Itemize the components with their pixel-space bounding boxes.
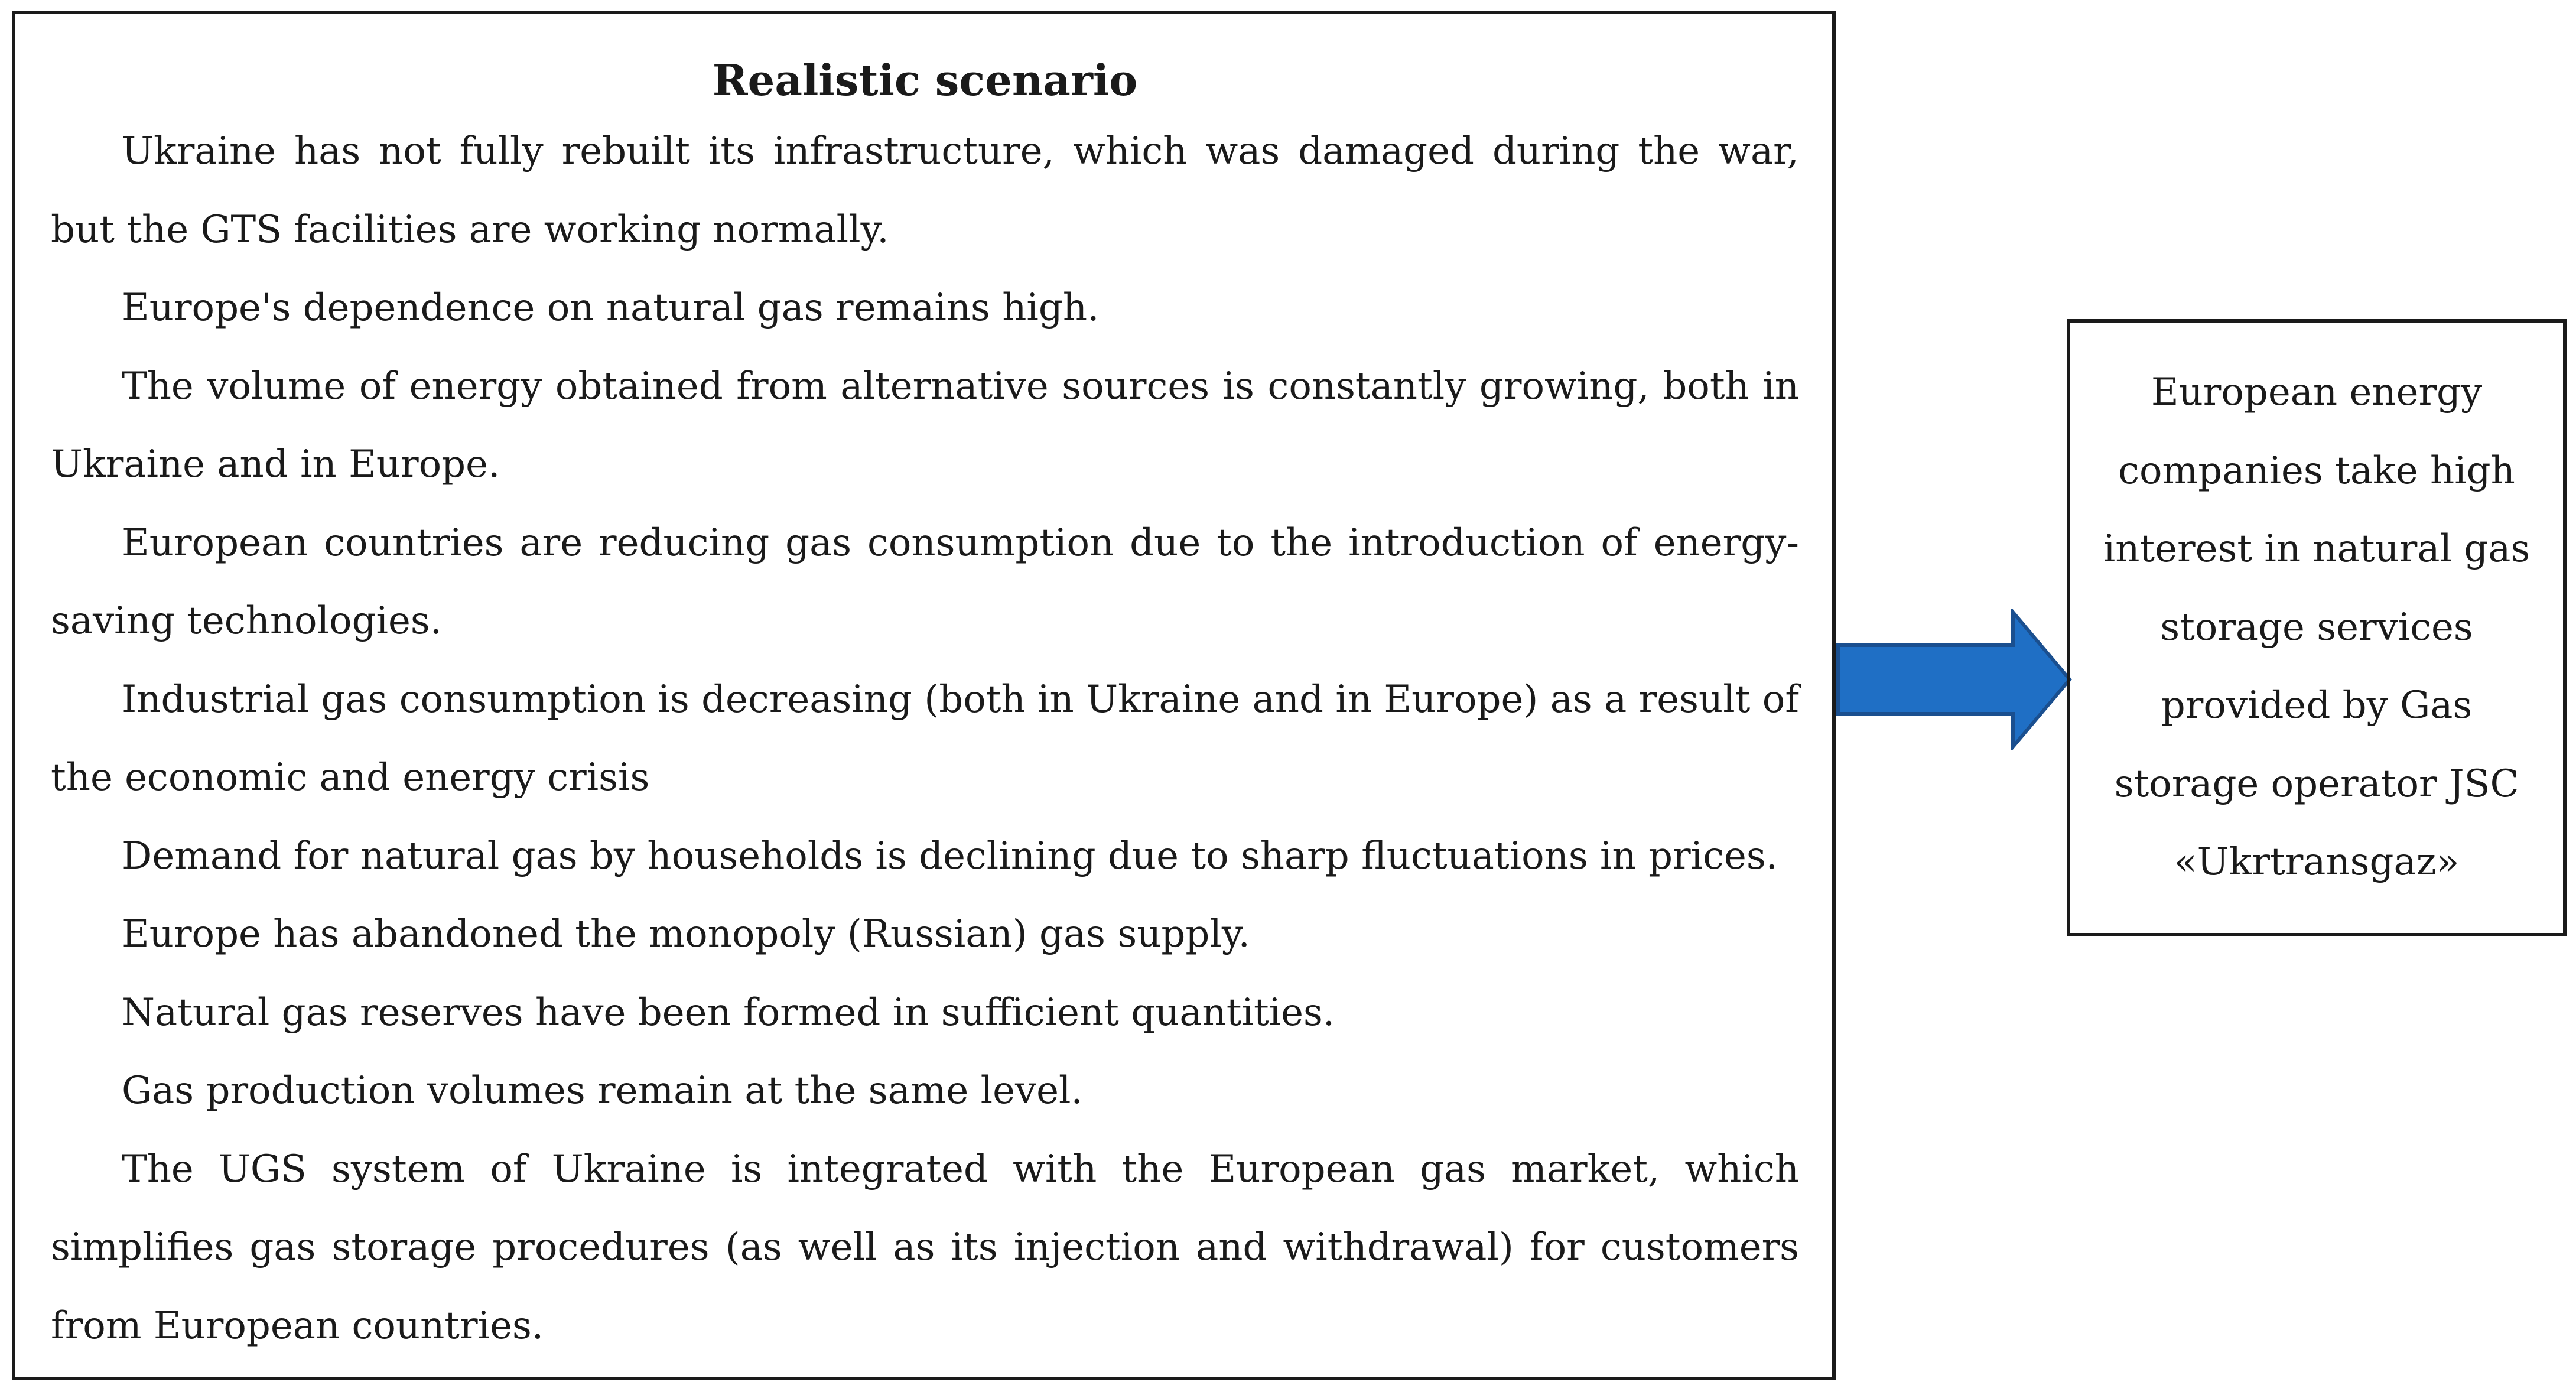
scenario-title: Realistic scenario xyxy=(712,55,1138,105)
scenario-statement: Gas production volumes remain at the same level. xyxy=(122,1069,1083,1113)
scenario-box xyxy=(12,11,1836,1380)
scenario-statement: Europe's dependence on natural gas remains high. xyxy=(122,286,1100,330)
arrow-shape xyxy=(1838,612,2070,747)
scenario-statement: Natural gas reserves have been formed in sufficient quantities. xyxy=(122,990,1335,1035)
scenario-statements xyxy=(51,112,1799,1365)
scenario-statement: Ukraine has not fully rebuilt its infrastructure, which was damaged during the war, but the GTS facilities are working normally. xyxy=(51,129,1799,252)
scenario-statement: Industrial gas consumption is decreasing (both in Ukraine and in Europe) as a result of the economic and energy crisis xyxy=(51,677,1799,799)
scenario-statement: European countries are reducing gas consumption due to the introduction of energy-saving technologies. xyxy=(51,521,1799,643)
result-text: European energy companies take high interest in natural gas storage services provided by Gas storage operator JSC «Ukrtransgaz» xyxy=(2103,370,2531,884)
scenario-statement: The volume of energy obtained from alternative sources is constantly growing, both in Ukraine and in Europe. xyxy=(51,364,1799,486)
scenario-statement: Demand for natural gas by households is declining due to sharp fluctuations in prices. xyxy=(122,834,1778,878)
scenario-statement: The UGS system of Ukraine is integrated with the European gas market, which simplifies gas storage procedures (as well as its injection and withdrawal) for customers from European countries. xyxy=(51,1147,1799,1348)
right-arrow-icon xyxy=(1836,609,2072,750)
result-box xyxy=(2067,319,2567,936)
scenario-statement: Europe has abandoned the monopoly (Russian) gas supply. xyxy=(122,912,1250,956)
